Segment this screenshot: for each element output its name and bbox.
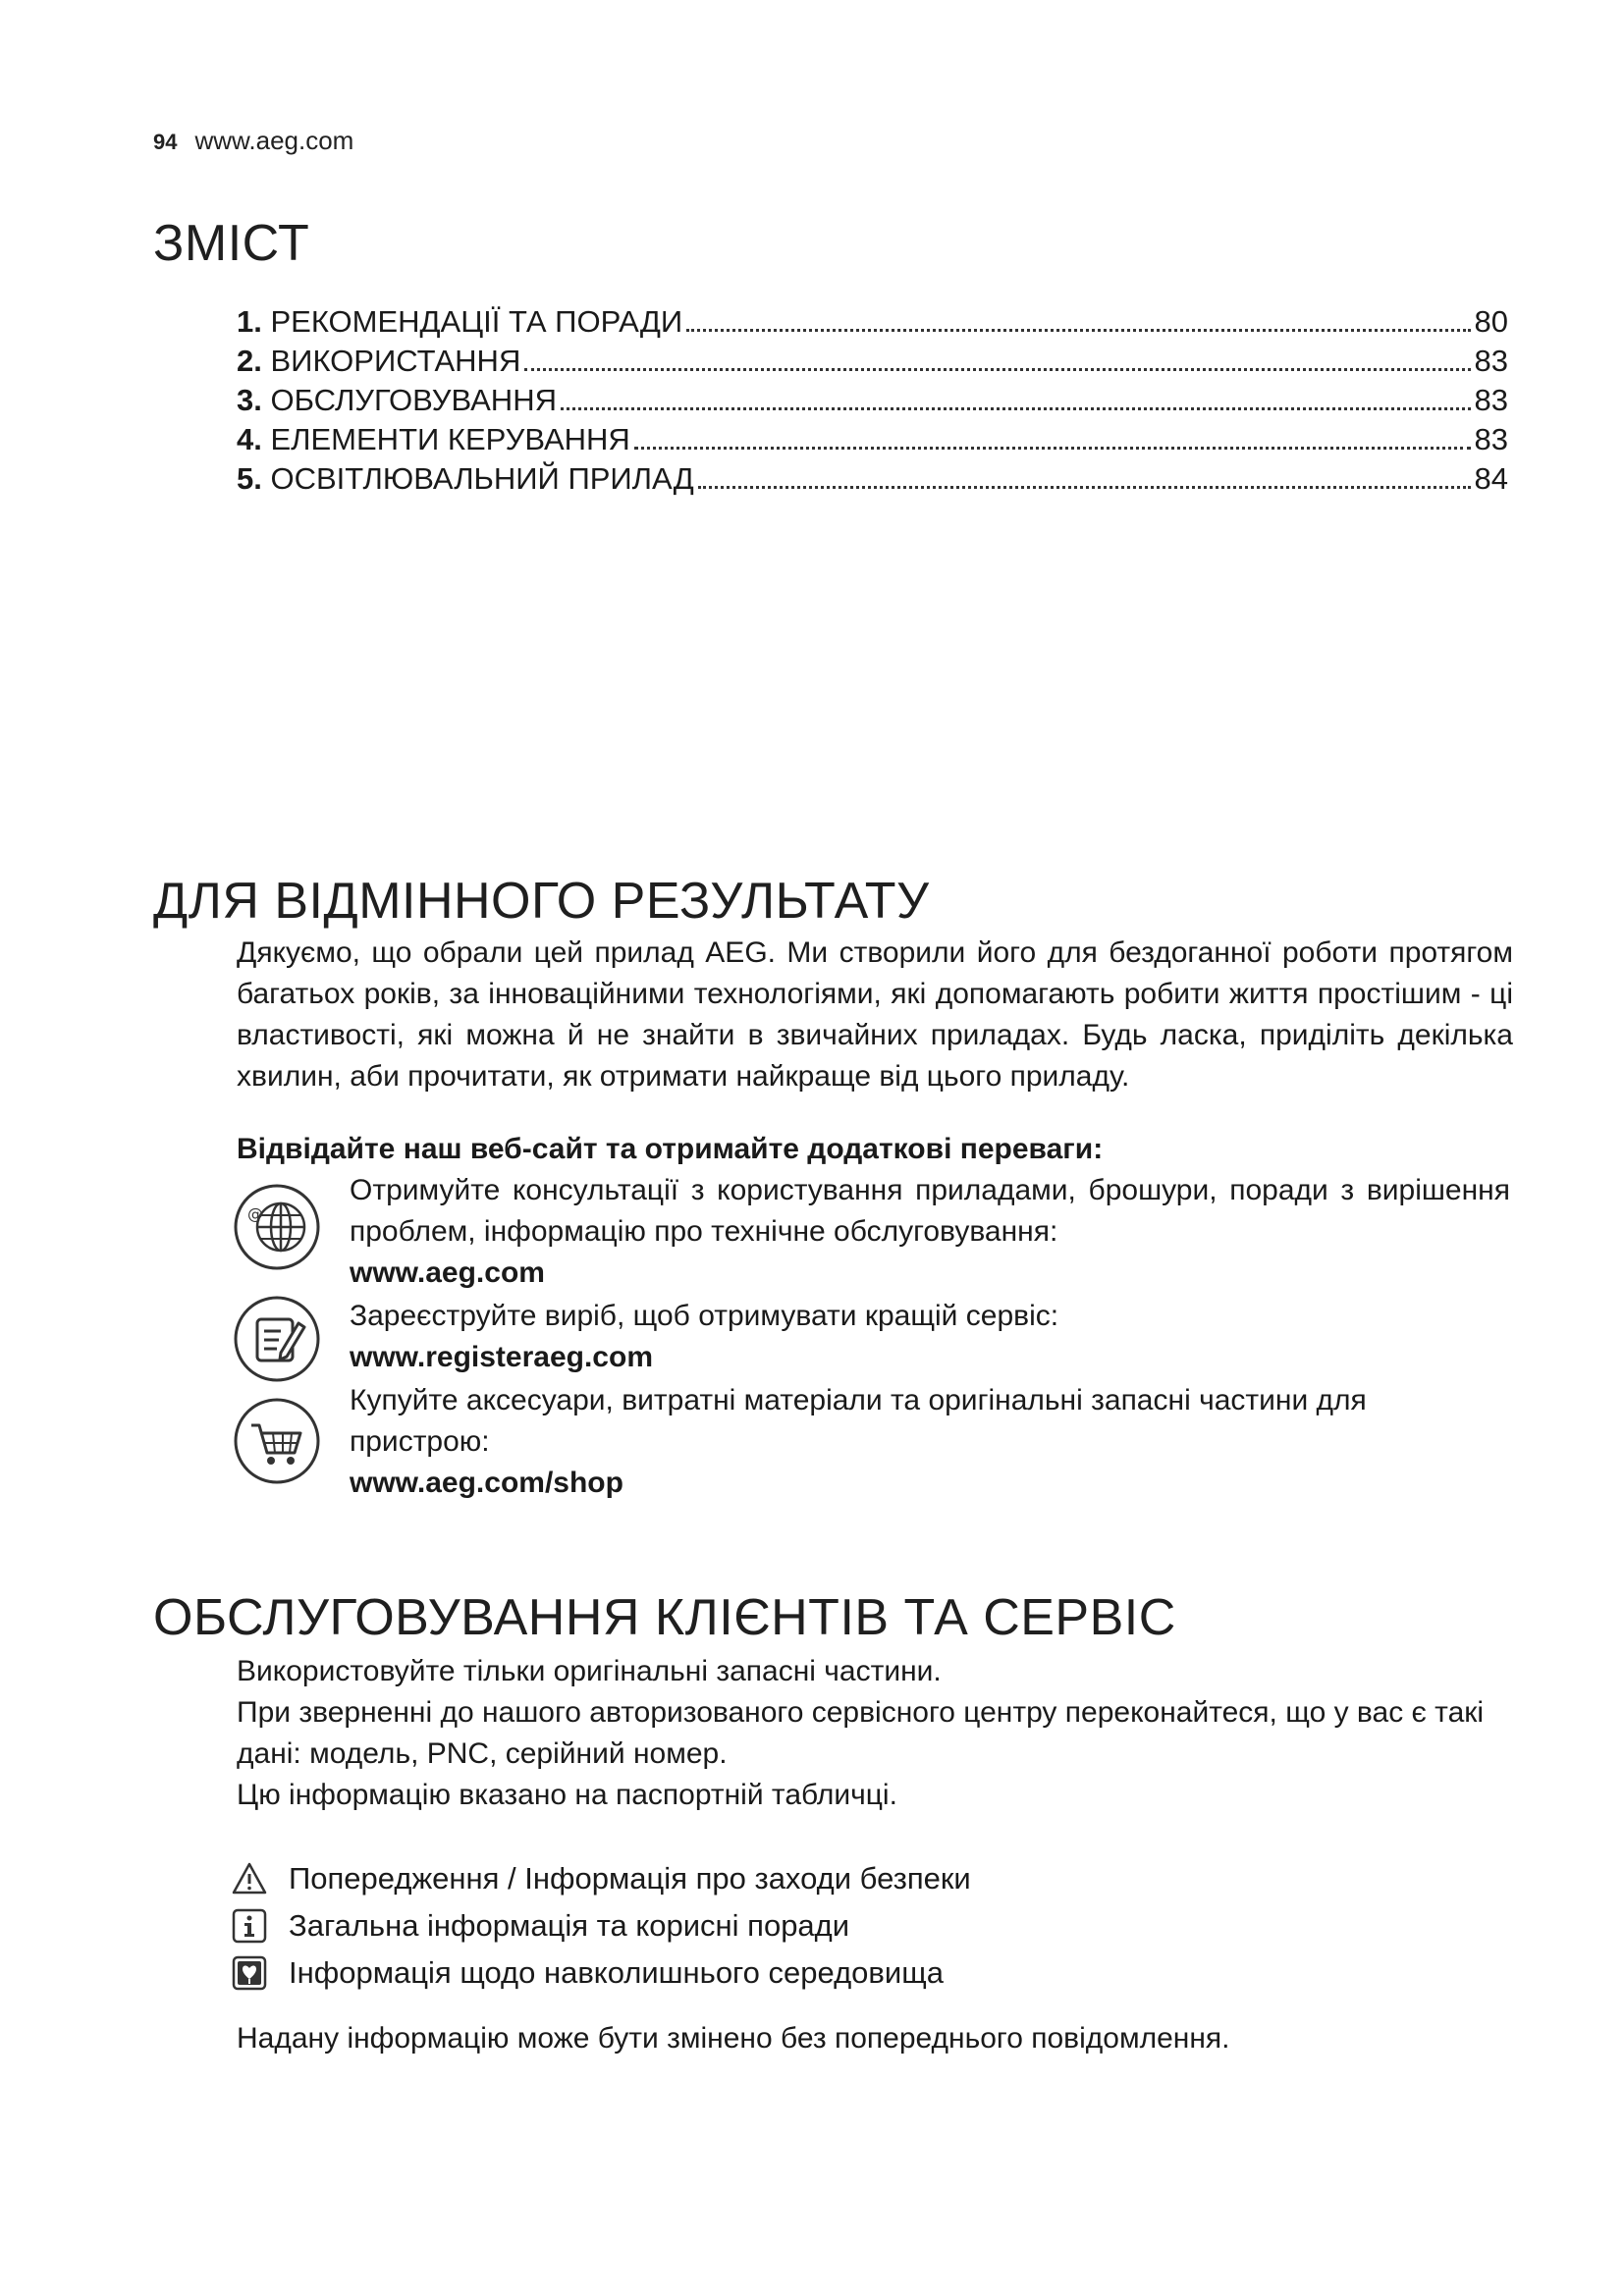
environment-icon — [232, 1955, 267, 1991]
service-line-2: При зверненні до нашого авторизованого сервісного центру переконайтеся, що у вас є такі дані: модель, PNC, серійний номер. — [237, 1696, 1485, 1770]
results-title: ДЛЯ ВІДМІННОГО РЕЗУЛЬТАТУ — [153, 873, 930, 930]
service-title: ОБСЛУГОВУВАННЯ КЛІЄНТІВ ТА СЕРВІС — [153, 1589, 1176, 1646]
page-header — [153, 126, 353, 156]
toc-item-label: РЕКОМЕНДАЦІЇ ТА ПОРАДИ — [270, 304, 683, 339]
website-item-register — [232, 1296, 1518, 1380]
results-intro: Дякуємо, що обрали цей прилад AEG. Ми створили його для бездоганної роботи протягом багатьох років, за інноваційними технологіями, які допомагають робити життя простішим - ці властивості, які можна й не знайти в звичайних приладах. Будь ласка, приділіть декілька хвилин, аби прочитати, як отримати найкраще від цього приладу. — [237, 936, 1513, 1093]
toc-item-page: 83 — [1474, 344, 1508, 378]
toc-leader-dots — [634, 447, 1471, 450]
toc-item-page: 83 — [1474, 422, 1508, 456]
service-line-1: Використовуйте тільки оригінальні запасні частини. — [237, 1655, 942, 1687]
toc-item-page: 84 — [1474, 461, 1508, 496]
toc-item[interactable] — [237, 461, 1508, 501]
toc-item-number: 1. — [237, 304, 262, 339]
register-icon — [232, 1294, 322, 1384]
legend-text: Загальна інформація та корисні поради — [289, 1908, 850, 1943]
legend-item — [232, 1855, 971, 1902]
globe-icon — [232, 1182, 322, 1272]
website-link[interactable]: www.aeg.com — [350, 1256, 545, 1289]
legend-text: Інформація щодо навколишнього середовища — [289, 1955, 944, 1990]
toc-item-label: ОСВІТЛЮВАЛЬНИЙ ПРИЛАД — [270, 461, 694, 496]
symbol-legend — [232, 1855, 971, 1997]
toc-item-label: ЕЛЕМЕНТИ КЕРУВАННЯ — [270, 422, 630, 456]
table-of-contents — [237, 304, 1508, 501]
toc-item-number: 3. — [237, 383, 262, 417]
toc-leader-dots — [698, 486, 1471, 489]
legend-item — [232, 1949, 971, 1997]
website-link[interactable]: www.registeraeg.com — [350, 1341, 653, 1373]
svg-text:@: @ — [247, 1204, 263, 1223]
website-heading: Відвідайте наш веб-сайт та отримайте додаткові переваги: — [237, 1133, 1104, 1165]
toc-item[interactable] — [237, 304, 1508, 344]
shopping-cart-icon — [232, 1396, 322, 1486]
website-item-support — [232, 1170, 1518, 1298]
website-item-text: Купуйте аксесуари, витратні матеріали та оригінальні запасні частини для пристрою: — [350, 1384, 1367, 1458]
contents-title: ЗМІСТ — [153, 215, 310, 272]
toc-item[interactable] — [237, 383, 1508, 422]
toc-item-page: 80 — [1474, 304, 1508, 339]
toc-item-number: 2. — [237, 344, 262, 378]
website-item-text: Зареєструйте виріб, щоб отримувати кращій сервіс: — [350, 1300, 1059, 1332]
website-item-text-group — [350, 1170, 1510, 1294]
toc-item-page: 83 — [1474, 383, 1508, 417]
header-website[interactable]: www.aeg.com — [194, 126, 354, 155]
website-link[interactable]: www.aeg.com/shop — [350, 1467, 623, 1499]
toc-item-number: 5. — [237, 461, 262, 496]
footer-note: Надану інформацію може бути змінено без попереднього повідомлення. — [237, 2022, 1230, 2055]
page-number: 94 — [153, 130, 178, 154]
website-item-text-group — [350, 1296, 1510, 1378]
website-item-text: Отримуйте консультації з користування приладами, брошури, поради з вирішення проблем, інформацію про технічне обслуговування: — [350, 1174, 1510, 1248]
service-line-3: Цю інформацію вказано на паспортній табличці. — [237, 1779, 897, 1811]
toc-item[interactable] — [237, 422, 1508, 461]
toc-leader-dots — [524, 368, 1470, 371]
toc-item-label: ОБСЛУГОВУВАННЯ — [270, 383, 557, 417]
warning-icon — [232, 1861, 267, 1896]
toc-item[interactable] — [237, 344, 1508, 383]
legend-item — [232, 1902, 971, 1949]
toc-item-label: ВИКОРИСТАННЯ — [270, 344, 521, 378]
website-item-text-group — [350, 1380, 1510, 1504]
legend-text: Попередження / Інформація про заходи безпеки — [289, 1861, 971, 1896]
toc-leader-dots — [561, 407, 1471, 410]
toc-leader-dots — [686, 329, 1470, 332]
toc-item-number: 4. — [237, 422, 262, 456]
info-icon — [232, 1908, 267, 1944]
website-item-shop — [232, 1380, 1518, 1508]
